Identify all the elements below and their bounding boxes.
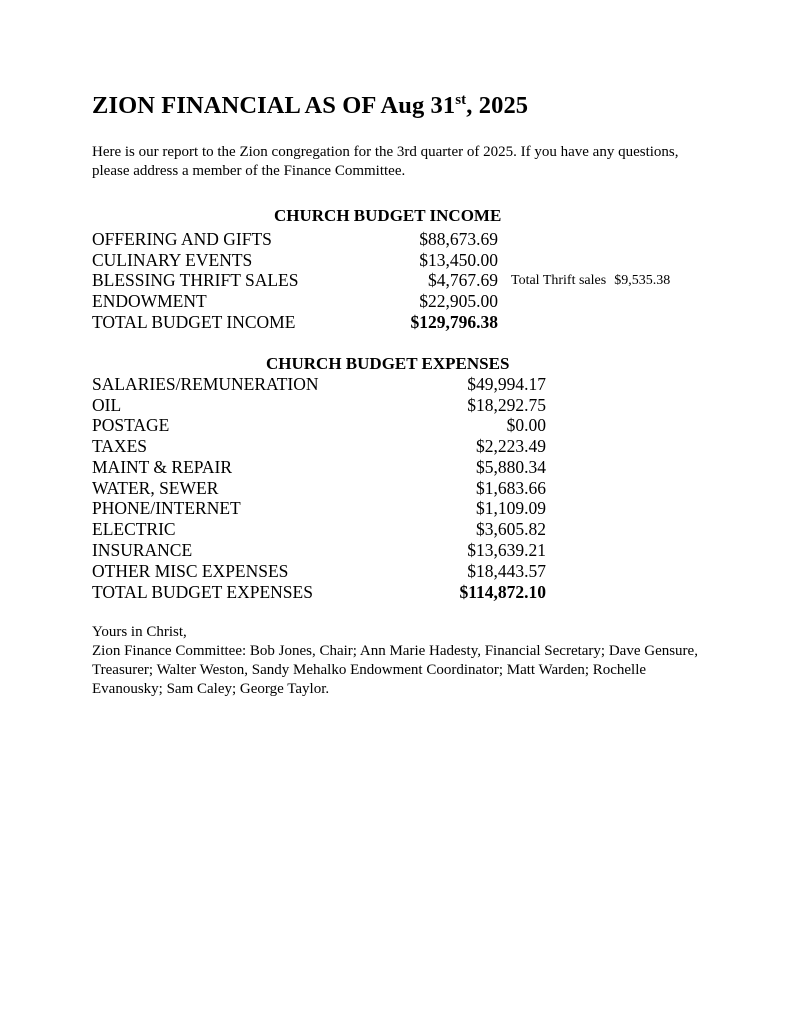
income-label: BLESSING THRIFT SALES bbox=[92, 270, 299, 290]
income-amount: $22,905.00 bbox=[419, 291, 498, 311]
income-amount: $13,450.00 bbox=[419, 250, 498, 270]
income-label: OFFERING AND GIFTS bbox=[92, 229, 272, 249]
expense-label: OIL bbox=[92, 395, 122, 415]
expense-label: MAINT & REPAIR bbox=[92, 457, 233, 477]
expense-amount: $2,223.49 bbox=[476, 436, 546, 456]
title-main: ZION FINANCIAL AS OF Aug 31 bbox=[92, 92, 456, 119]
title-ordinal-suffix: st bbox=[455, 92, 467, 108]
expense-label: PHONE/INTERNET bbox=[92, 498, 241, 518]
title-year: , 2025 bbox=[466, 92, 529, 119]
expense-label: OTHER MISC EXPENSES bbox=[92, 561, 289, 581]
expense-label: TAXES bbox=[92, 436, 147, 456]
expense-label: INSURANCE bbox=[92, 540, 193, 560]
expense-amount: $0.00 bbox=[506, 415, 546, 435]
income-label: CULINARY EVENTS bbox=[92, 250, 253, 270]
income-amount: $4,767.69 bbox=[428, 270, 498, 290]
expense-amount: $13,639.21 bbox=[467, 540, 546, 560]
expense-label: WATER, SEWER bbox=[92, 478, 219, 498]
thrift-note-label: Total Thrift sales bbox=[511, 273, 607, 288]
expense-amount: $49,994.17 bbox=[467, 374, 546, 394]
income-total-label: TOTAL BUDGET INCOME bbox=[92, 312, 296, 332]
expense-amount: $18,292.75 bbox=[467, 395, 546, 415]
income-amount: $88,673.69 bbox=[419, 229, 498, 249]
expense-amount: $5,880.34 bbox=[476, 457, 546, 477]
expense-label: POSTAGE bbox=[92, 415, 170, 435]
expense-label: ELECTRIC bbox=[92, 519, 176, 539]
expense-total-label: TOTAL BUDGET EXPENSES bbox=[92, 582, 313, 602]
expense-amount: $18,443.57 bbox=[467, 561, 546, 581]
expense-amount: $1,683.66 bbox=[476, 478, 546, 498]
expense-total-amount: $114,872.10 bbox=[459, 582, 546, 602]
thrift-sales-note bbox=[511, 272, 670, 290]
page-title bbox=[92, 92, 528, 120]
income-heading: CHURCH BUDGET INCOME bbox=[274, 206, 502, 225]
expense-amount: $1,109.09 bbox=[476, 498, 546, 518]
expense-amount: $3,605.82 bbox=[476, 519, 546, 539]
expense-label: SALARIES/REMUNERATION bbox=[92, 374, 319, 394]
expenses-heading: CHURCH BUDGET EXPENSES bbox=[266, 354, 510, 373]
finance-committee-list: Zion Finance Committee: Bob Jones, Chair; Ann Marie Hadesty, Financial Secretary; Dave Gensure, Treasurer; Walter Weston, Sandy Mehalko Endowment Coordinator; Matt Warden; Rochelle Evanousky; Sam Caley; George Taylor. bbox=[92, 643, 698, 697]
income-label: ENDOWMENT bbox=[92, 291, 207, 311]
intro-paragraph: Here is our report to the Zion congregation for the 3rd quarter of 2025. If you have any questions, please address a member of the Finance Committee. bbox=[92, 144, 679, 179]
income-total-amount: $129,796.38 bbox=[410, 312, 498, 332]
thrift-note-amount: $9,535.38 bbox=[614, 273, 671, 288]
closing-salutation: Yours in Christ, bbox=[92, 624, 187, 640]
closing-block bbox=[92, 623, 712, 699]
